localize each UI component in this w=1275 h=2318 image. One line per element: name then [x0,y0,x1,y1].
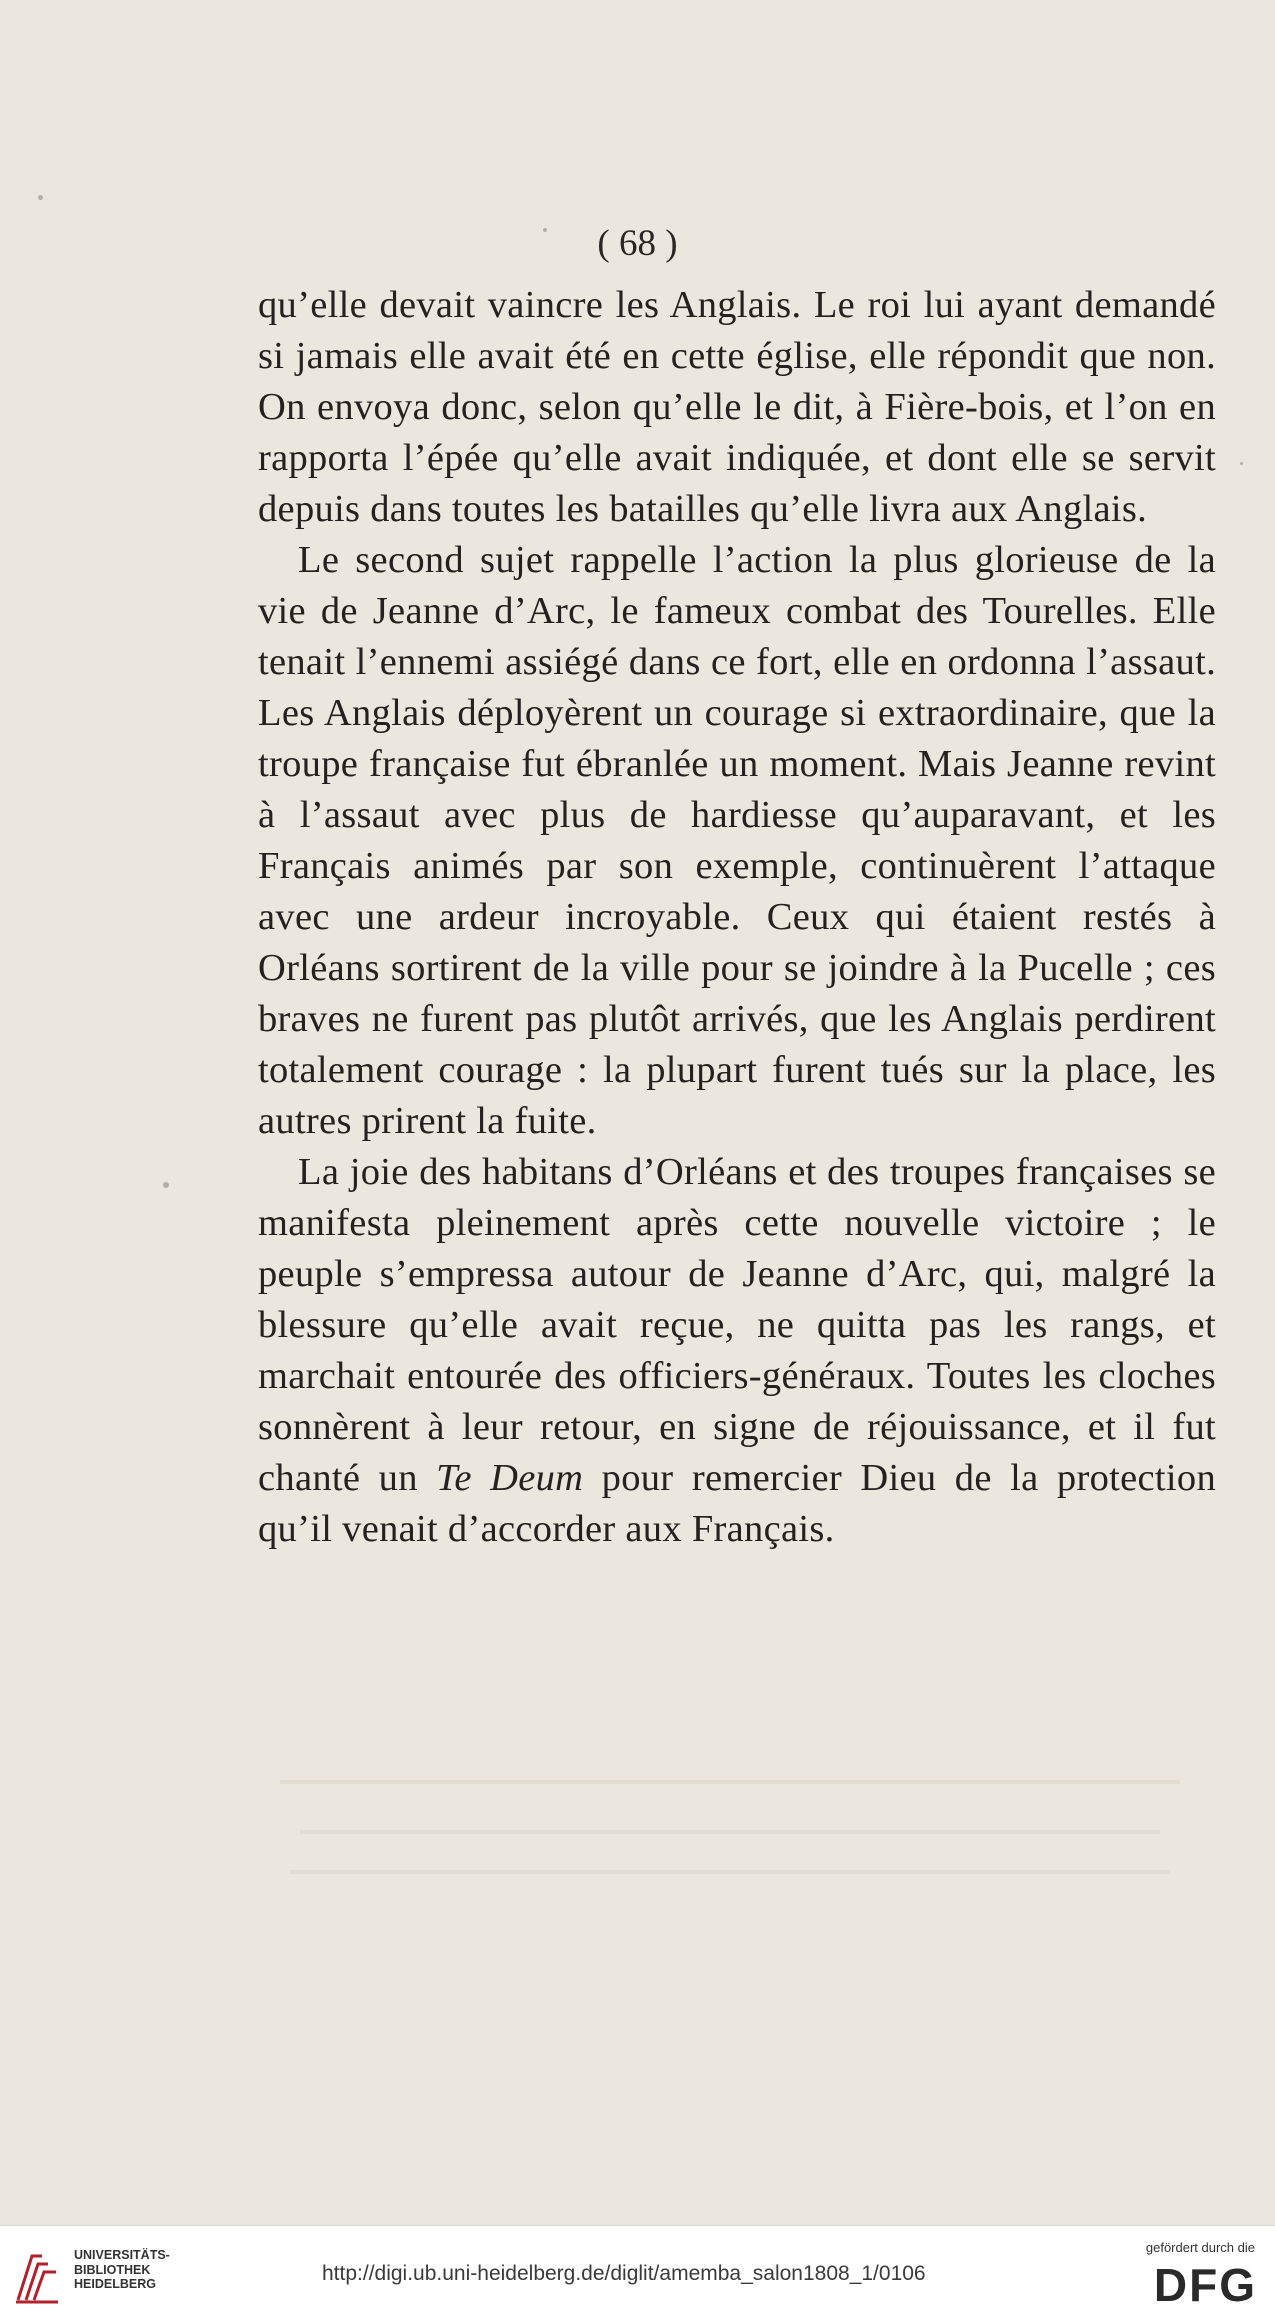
paper-speck [38,195,43,200]
university-library-logo-icon[interactable] [12,2248,62,2306]
library-name [74,2248,170,2292]
italic-te-deum: Te Deum [436,1457,584,1499]
paper-speck [163,1182,169,1188]
library-name-line: HEIDELBERG [74,2277,156,2291]
paragraph-3-tail: pour remercier Dieu de la protection qu’il venait d’accorder aux Français. [258,1457,1216,1550]
paragraph-3-text: La joie des habitans d’Orléans et des troupes françaises se manifesta pleinement après cette nouvelle victoire ; le peuple s’empressa autour de Jeanne d’Arc, qui, malgré la blessure qu’elle avait reçue, ne quitta pas les rangs, et marchait entourée des officiers-généraux. Toutes les cloches sonnèrent à leur retour, en signe de réjouissance, et il fut chanté un [258,1151,1216,1499]
digitization-footer [0,2225,1275,2318]
permalink-url[interactable]: http://digi.ub.uni-heidelberg.de/diglit/amemba_salon1808_1/0106 [322,2262,926,2285]
dfg-logo[interactable]: DFG [1153,2259,1257,2311]
body-text [258,280,1216,1555]
library-name-line: BIBLIOTHEK [74,2262,151,2277]
library-name-line: UNIVERSITÄTS- [74,2248,170,2262]
paragraph-2: Le second sujet rappelle l’action la plus glorieuse de la vie de Jeanne d’Arc, le fameux combat des Tourelles. Elle tenait l’ennemi assiégé dans ce fort, elle en ordonna l’assaut. Les Anglais déployèrent un courage si extraordinaire, que la troupe française fut ébranlée un moment. Mais Jeanne revint à l’assaut avec plus de hardiesse qu’auparavant, et les Français animés par son exemple, continuèrent l’attaque avec une ardeur incroyable. Ceux qui étaient restés à Orléans sortirent de la ville pour se joindre à la Pucelle ; ces braves ne furent pas plutôt arrivés, que les Anglais perdirent totalement courage : la plupart furent tués sur la place, les autres prirent la fuite. [258,539,1216,1142]
funded-by-label: gefördert durch die [1145,2240,1255,2255]
page-number: ( 68 ) [597,223,678,264]
paragraph-3 [258,1147,1216,1555]
paragraph-1: qu’elle devait vaincre les Anglais. Le roi lui ayant demandé si jamais elle avait été en cette église, elle répondit que non. On envoya donc, selon qu’elle le dit, à Fière-bois, et l’on en rapporta l’épée qu’elle avait indiquée, et dont elle se servit depuis dans toutes les batailles qu’elle livra aux Anglais. [258,284,1216,530]
paper-speck [1240,462,1243,465]
